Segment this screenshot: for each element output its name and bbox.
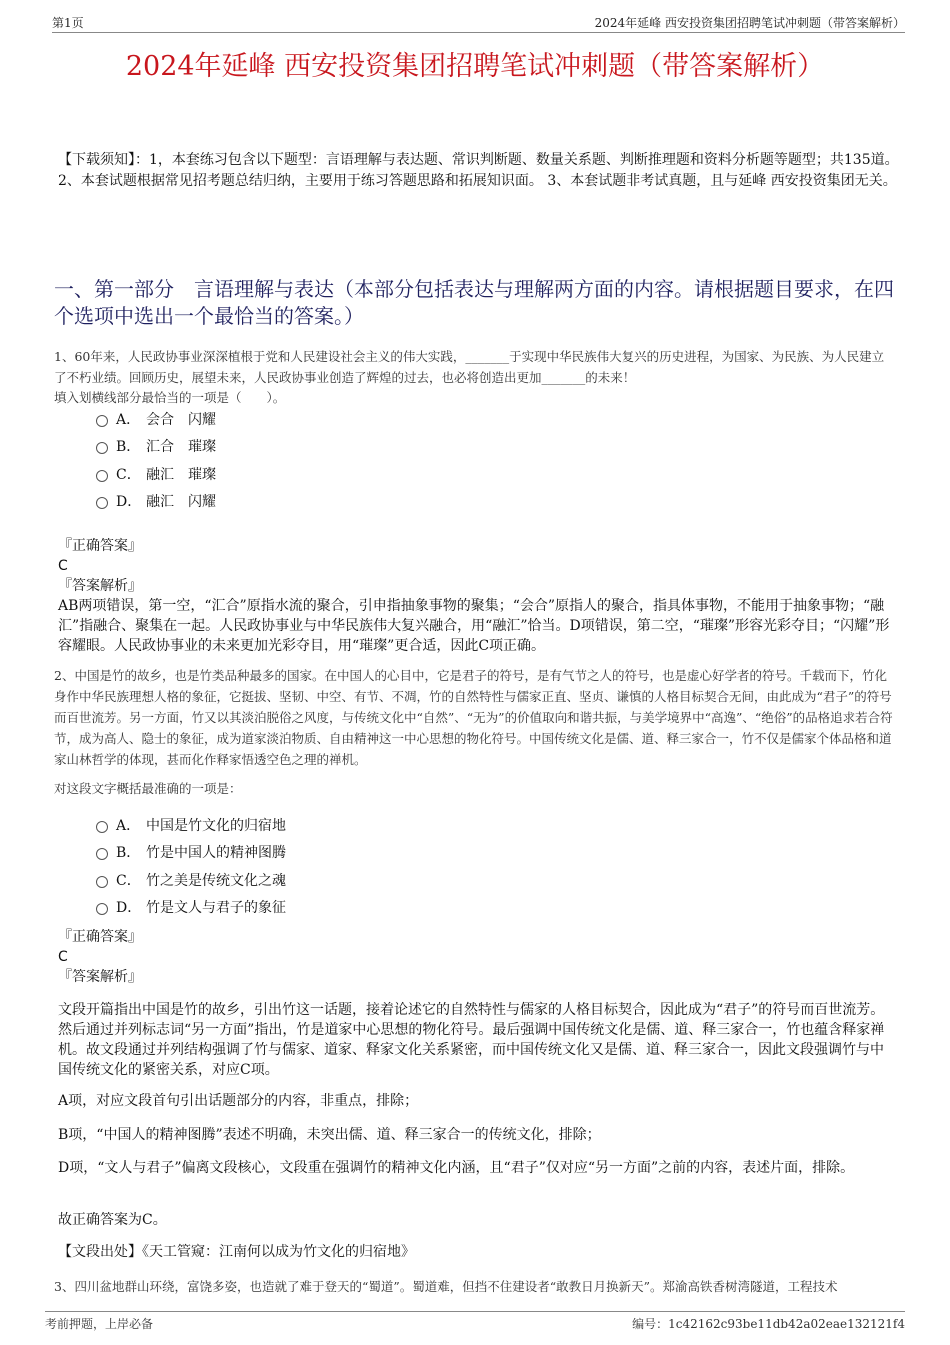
radio-icon[interactable] <box>96 497 108 509</box>
radio-icon[interactable] <box>96 821 108 833</box>
footer-doc-id: 编号：1c42162c93be11db42a02eae132121f4 <box>632 1317 905 1331</box>
question-2-stem: 2、中国是竹的故乡，也是竹类品种最多的国家。在中国人的心目中，它是君子的符号，是有气节之人的符号，也是虚心好学者的符号。千载而下，竹化身作中华民族理想人格的象征，它挺拔、坚韧、中空、有节、不凋，竹的自然特性与儒家正直、坚贞、谦慎的人格目标契合无间，由此成为“君子”的符号而百世流芳。另一方面，竹又以其淡泊脱俗之风度，与传统文化中“自然”、“无为”的价值取向和谐共振，与美学境界中“高逸”、“绝俗”的品格追求若合符节，成为高人、隐士的象征，成为道家淡泊物质、自由精神这一中心思想的物化符号。中国传统文化是儒、道、释三家合一，竹不仅是儒家个体品格和道家山林哲学的体现，甚而化作释家悟透空色之理的禅机。 <box>54 668 893 767</box>
analysis-paragraph: B项，“中国人的精神图腾”表述不明确，未突出儒、道、释三家合一的传统文化，排除； <box>58 1127 601 1143</box>
answer-label: 『正确答案』 <box>58 929 142 945</box>
answer-value: C <box>58 949 68 965</box>
radio-icon[interactable] <box>96 415 108 427</box>
download-notice: 【下载须知】：1，本套练习包含以下题型：言语理解与表达题、常识判断题、数量关系题、判断推理题和资料分析题等题型；共135道。 2、本套试题根据常见招考题总结归纳，主要用于练习答题思路和拓展知识面。 3、本套试题非考试真题，且与延峰 西安投资集团无关。 <box>58 152 899 189</box>
analysis-paragraph: 故正确答案为C。 <box>58 1212 167 1228</box>
option-a[interactable]: A． 会合 闪耀 <box>96 405 216 433</box>
option-d[interactable]: D． 竹是文人与君子的象征 <box>96 894 286 922</box>
radio-icon[interactable] <box>96 848 108 860</box>
analysis-paragraph: D项，“文人与君子”偏离文段核心，文段重在强调竹的精神文化内涵，且“君子”仅对应“另一方面”之前的内容，表述片面，排除。 <box>58 1160 855 1176</box>
question-2-options <box>96 811 286 921</box>
analysis-paragraph: A项，对应文段首句引出话题部分的内容，非重点，排除； <box>58 1093 419 1109</box>
option-a[interactable]: A． 中国是竹文化的归宿地 <box>96 811 286 839</box>
question-1-prompt: 填入划横线部分最恰当的一项是（ ）。 <box>54 390 286 405</box>
question-1-stem: 1、60年来，人民政协事业深深植根于党和人民建设社会主义的伟大实践，_______于实现中华民族伟大复兴的历史进程，为国家、为民族、为人民建立了不朽业绩。回顾历史，展望未来，人民政协事业创造了辉煌的过去，也必将创造出更加_______的未来！ <box>54 349 885 385</box>
question-2-prompt: 对这段文字概括最准确的一项是： <box>54 781 242 796</box>
radio-icon[interactable] <box>96 903 108 915</box>
analysis-label: 『答案解析』 <box>58 578 142 594</box>
question-2-answer <box>58 927 898 987</box>
option-b[interactable]: B． 汇合 璀璨 <box>96 433 216 461</box>
analysis-label: 『答案解析』 <box>58 969 142 985</box>
answer-value: C <box>58 558 68 574</box>
radio-icon[interactable] <box>96 442 108 454</box>
analysis-text: AB两项错误，第一空，“汇合”原指水流的聚合，引申指抽象事物的聚集；“会合”原指人的聚合，指具体事物，不能用于抽象事物；“融汇”指融合、聚集在一起。人民政协事业与中华民族伟大复兴融合，用“融汇”恰当。D项错误，第二空，“璀璨”形容光彩夺目；“闪耀”形容耀眼。人民政协事业的未来更加光彩夺目，用“璀璨”更合适，因此C项正确。 <box>58 598 890 654</box>
analysis-paragraph: 文段开篇指出中国是竹的故乡，引出竹这一话题，接着论述它的自然特性与儒家的人格目标契合，因此成为“君子”的符号而百世流芳。然后通过并列标志词“另一方面”指出，竹是道家中心思想的物化符号。最后强调中国传统文化是儒、道、释三家合一，竹也蕴含释家禅机。故文段通过并列结构强调了竹与儒家、道家、释家文化关系紧密，而中国传统文化又是儒、道、释三家合一，因此文段强调竹与中国传统文化的紧密关系，对应C项。 <box>58 1002 885 1078</box>
question-3-stem: 3、四川盆地群山环绕，富饶多姿，也造就了难于登天的“蜀道”。蜀道难，但挡不住建设者“敢教日月换新天”。郑渝高铁香树湾隧道，工程技术 <box>54 1279 838 1294</box>
option-b[interactable]: B． 竹是中国人的精神图腾 <box>96 839 286 867</box>
radio-icon[interactable] <box>96 876 108 888</box>
section-title: 一、第一部分 言语理解与表达（本部分包括表达与理解两方面的内容。请根据题目要求，在四个选项中选出一个最恰当的答案。） <box>54 277 894 328</box>
radio-icon[interactable] <box>96 470 108 482</box>
answer-label: 『正确答案』 <box>58 538 142 554</box>
option-d[interactable]: D． 融汇 闪耀 <box>96 488 216 516</box>
question-1-options <box>96 405 216 515</box>
page-footer <box>45 1311 905 1335</box>
footer-slogan: 考前押题，上岸必备 <box>45 1317 154 1331</box>
question-1-answer <box>58 536 898 656</box>
page-number: 第1页 <box>52 16 84 30</box>
source-note: 【文段出处】《天工管窥：江南何以成为竹文化的归宿地》 <box>58 1244 415 1260</box>
page-header <box>52 14 905 33</box>
page-title: 2024年延峰 西安投资集团招聘笔试冲刺题（带答案解析） <box>125 51 825 82</box>
option-c[interactable]: C． 竹之美是传统文化之魂 <box>96 866 286 894</box>
option-c[interactable]: C． 融汇 璀璨 <box>96 460 216 488</box>
header-doc-title: 2024年延峰 西安投资集团招聘笔试冲刺题（带答案解析） <box>594 16 905 30</box>
